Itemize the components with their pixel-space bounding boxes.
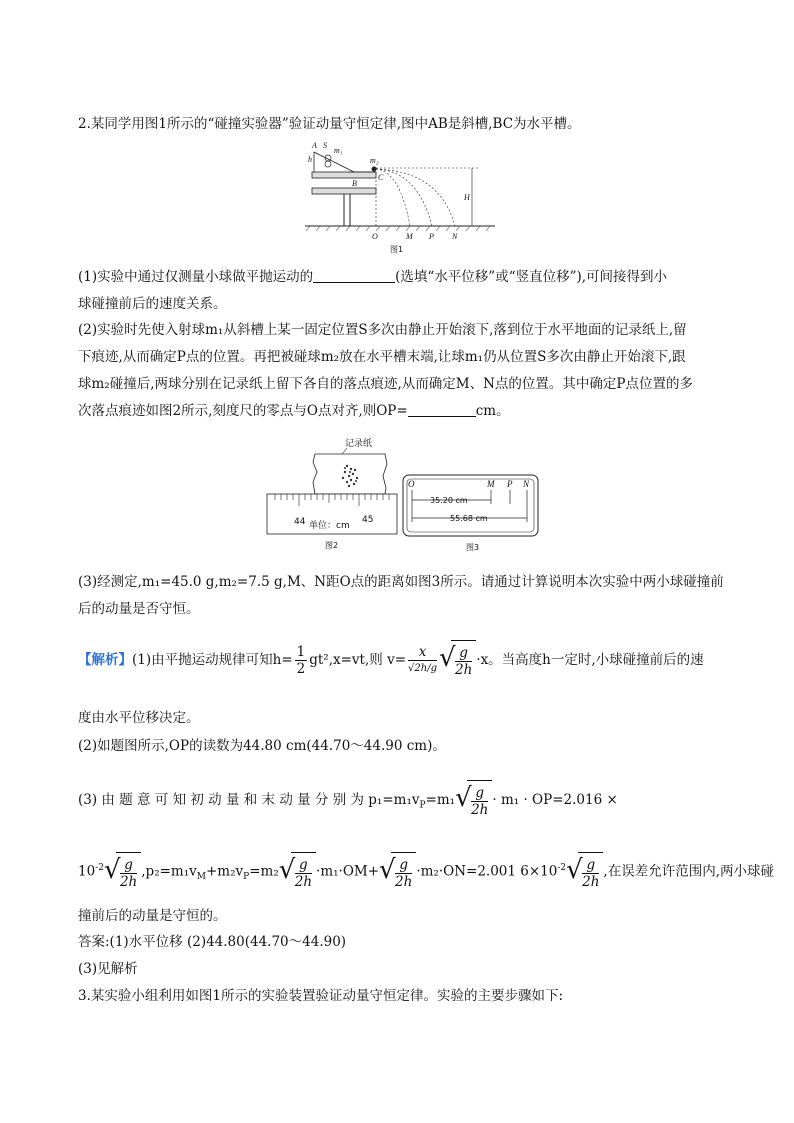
fig3-om-length: 35.20 cm — [430, 496, 468, 505]
fig3-label-m: M — [487, 479, 495, 489]
fig3-label-p: P — [507, 479, 513, 489]
analysis-line1: 【解析】(1)由平抛运动规律可知h= $\frac{1}{2}$ gt²,x=vt,则 v= $\frac{x}{√2h/g}$ √ $\frac{g}{2h}$ ·x。当高度h一定时,小球碰撞前后的速 — [78, 640, 704, 681]
fig2-caption: 图2 — [325, 541, 339, 550]
answer-line2: (3)见解析 — [78, 961, 138, 977]
q2-part2-line3: 球m₂碰撞后,两球分别在记录纸上留下各自的落点痕迹,从而确定M、N点的位置。其中确定P点位置的多 — [78, 376, 694, 392]
fig1-label-m: M — [406, 232, 413, 241]
fig2-unit: 单位：cm — [309, 521, 350, 531]
q2-stem: 2.某同学用图1所示的“碰撞实验器”验证动量守恒定律,图中AB是斜槽,BC为水平槽。 — [78, 116, 581, 132]
fig1-label-m1: m₁ — [334, 146, 343, 155]
analysis-tag: 【解析】 — [78, 652, 132, 668]
fig1-label-c: C — [378, 173, 384, 182]
sqrt-g-over-2h: √ $\frac{g}{2h}$ — [566, 852, 603, 893]
fig1-caption: 图1 — [390, 245, 404, 254]
fig1-label-s: S — [323, 141, 327, 150]
fig1-label-n: N — [452, 232, 458, 241]
answer-blank-2[interactable] — [408, 402, 476, 417]
q2-part1-line2: 球碰撞前后的速度关系。 — [78, 296, 227, 312]
q2-part2-line1: (2)实验时先使入射球m₁从斜槽上某一固定位置S多次由静止开始滚下,落到位于水平地面的记录纸上,留 — [78, 322, 687, 338]
q2-part2-line4: 次落点痕迹如图2所示,刻度尺的零点与O点对齐,则OP= cm。 — [78, 403, 510, 419]
answer-blank-1[interactable] — [313, 268, 395, 283]
analysis-part3-line1: (3) 由 题 意 可 知 初 动 量 和 末 动 量 分 别 为 $p_1=m_1v_P=m_1$ √ $\frac{g}{2h}$ · m₁ · OP=2.016 × — [78, 780, 618, 826]
q2-part1-line1: (1)实验中通过仅测量小球做平抛运动的 (选填“水平位移”或“竖直位移”),可间接得到小 — [78, 269, 668, 285]
fraction-x-over-sqrt: $\frac{x}{√2h/g}$ — [408, 644, 437, 674]
q2-part3-line2: 后的动量是否守恒。 — [78, 601, 200, 617]
fig1-label-a: A — [312, 141, 317, 150]
sqrt-g-over-2h: √ $\frac{g}{2h}$ — [104, 852, 141, 893]
fig3-label-n: N — [523, 479, 530, 489]
fraction-half: $\frac{1}{2}$ — [296, 644, 306, 677]
analysis-part2: (2)如题图所示,OP的读数为44.80 cm(44.70～44.90 cm)。 — [78, 738, 446, 754]
analysis-line2: 度由水平位移决定。 — [78, 710, 200, 726]
fig1-label-p: P — [429, 232, 434, 241]
analysis-part3-line2: $10^{-2}$ √ $\frac{g}{2h}$ $,p_2=m_1v_M+m_2v_P=m_2$ √ $\frac{g}{2h}$ ·m₁·OM+ √ $\frac{g}{2h}$ ·m₂·ON=2.001 $6\times 10^{-2}$ √ $\frac{g}{2h}$ ,在误差允许范围内,两小球碰 — [78, 848, 774, 897]
q2-part3-line1: (3)经测定,m₁=45.0 g,m₂=7.5 g,M、N距O点的距离如图3所示。请通过计算说明本次实验中两小球碰撞前 — [78, 574, 724, 590]
answer-line1: 答案:(1)水平位移 (2)44.80(44.70～44.90) — [78, 934, 347, 950]
sqrt-g-over-2h: √ $\frac{g}{2h}$ — [455, 780, 492, 821]
fig2-paper-label: 记录纸 — [345, 439, 373, 449]
q2-part2-line2: 下痕迹,从而确定P点的位置。再把被碰球m₂放在水平槽末端,让球m₁仍从位置S多次由静止开始滚下,跟 — [78, 349, 686, 365]
figure-2 — [265, 436, 400, 554]
fig3-on-length: 55.68 cm — [450, 514, 488, 523]
fig1-label-b: B — [352, 179, 357, 188]
fig1-label-h-big: H — [464, 193, 470, 202]
fig1-label-o: O — [372, 232, 378, 241]
q3-stem: 3.某实验小组利用如图1所示的实验装置验证动量守恒定律。实验的主要步骤如下: — [78, 988, 564, 1004]
fig1-label-h: h — [308, 155, 312, 164]
fig3-caption: 图3 — [466, 543, 480, 552]
sqrt-g-over-2h: √ $\frac{g}{2h}$ — [439, 640, 476, 681]
fig2-tick-44: 44 — [294, 517, 306, 527]
sqrt-g-over-2h: √ $\frac{g}{2h}$ — [279, 852, 316, 893]
sqrt-g-over-2h: √ $\frac{g}{2h}$ — [379, 852, 416, 893]
analysis-part3-line3: 撞前后的动量是守恒的。 — [78, 908, 227, 924]
fig3-label-o: O — [408, 479, 415, 489]
figure-1 — [300, 138, 500, 258]
figure-3 — [402, 472, 542, 554]
fig2-tick-45: 45 — [362, 515, 374, 525]
fig1-label-m2: m₂ — [370, 156, 379, 165]
